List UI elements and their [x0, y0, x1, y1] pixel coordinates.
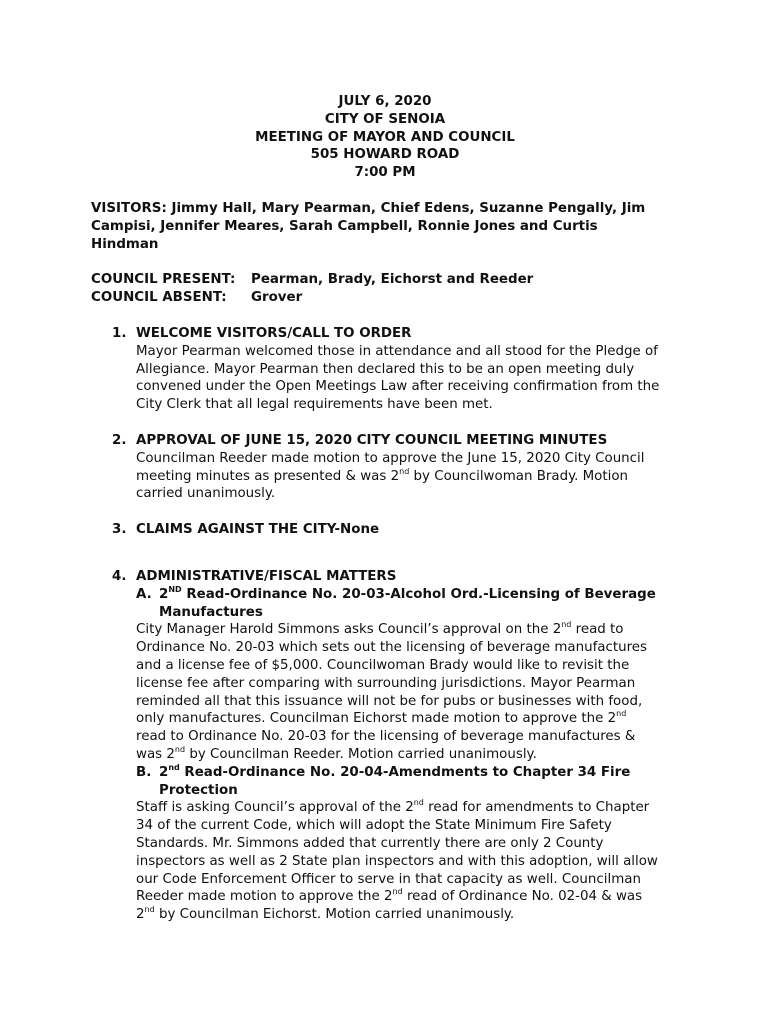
visitors-line: Hindman: [91, 236, 159, 252]
agenda-item-welcome: [112, 325, 692, 414]
visitors-section: [91, 200, 691, 253]
body-line: City Clerk that all legal requirements have been met.: [136, 397, 493, 413]
agenda-item-minutes: [112, 432, 692, 503]
agenda-item-number: 2.: [112, 433, 127, 448]
body-line: license fee after comparing with surrounding jurisdictions. Mayor Pearman: [136, 675, 636, 691]
council-present-value: Pearman, Brady, Eichorst and Reeder: [251, 272, 534, 287]
body-line: read to Ordinance No. 20-03 for the licensing of beverage manufactures &: [136, 729, 636, 745]
superscript: ND: [168, 584, 182, 594]
sub-item-ordinance-20-03: [136, 586, 692, 764]
sub-item-body: [136, 621, 692, 763]
body-line: Allegiance. Mayor Pearman then declared this to be an open meeting duly: [136, 361, 635, 377]
council-absent-value: Grover: [251, 289, 303, 305]
agenda-item-body: [136, 450, 692, 503]
title-text: 2: [159, 764, 169, 780]
body-line: [136, 621, 692, 639]
body-line: carried unanimously.: [136, 486, 276, 502]
meeting-time: 7:00 PM: [354, 165, 416, 181]
body-line: 34 of the current Code, which will adopt the State Minimum Fire Safety: [136, 818, 612, 834]
body-line: reminded all that this issuance will not be for pubs or businesses with food,: [136, 693, 643, 709]
body-line: [136, 710, 692, 728]
body-text: by Councilman Reeder. Motion carried unanimously.: [185, 746, 537, 762]
body-text: read of Ordinance No. 02-04 & was: [402, 889, 643, 905]
superscript: nd: [561, 620, 572, 630]
superscript: nd: [174, 744, 186, 754]
agenda-item-number: 4.: [112, 569, 127, 584]
superscript: nd: [392, 887, 403, 897]
body-line: our Code Enforcement Officer to serve in that capacity as well. Councilman: [136, 871, 641, 887]
body-text: by Councilwoman Brady. Motion: [409, 468, 629, 484]
superscript: nd: [144, 905, 155, 915]
title-line: Protection: [159, 782, 238, 798]
title-text: Read-Ordinance No. 20-04-Amendments to Chapter 34 Fire: [179, 764, 631, 780]
superscript: nd: [413, 798, 424, 808]
superscript: nd: [616, 709, 627, 719]
agenda-item-title: CLAIMS AGAINST THE CITY-None: [136, 522, 380, 537]
title-line: [159, 586, 692, 604]
title-text: Read-Ordinance No. 20-03-Alcohol Ord.-Licensing of Beverage: [181, 586, 656, 602]
body-text: meeting minutes as presented & was 2: [136, 468, 400, 484]
body-line: and a license fee of $5,000. Councilwoman Brady would like to revisit the: [136, 657, 630, 673]
body-line: Ordinance No. 20-03 which sets out the licensing of beverage manufactures: [136, 640, 648, 656]
council-attendance: [91, 271, 691, 307]
body-text: was 2: [136, 746, 175, 762]
body-text: Reeder made motion to approve the 2: [136, 889, 393, 905]
council-absent-label: COUNCIL ABSENT:: [91, 289, 227, 305]
agenda-item-title: APPROVAL OF JUNE 15, 2020 CITY COUNCIL MEETING MINUTES: [136, 433, 608, 448]
superscript: nd: [399, 466, 410, 476]
agenda-item-number: 1.: [112, 326, 127, 341]
agenda-item-body: [136, 343, 692, 414]
body-line: Mayor Pearman welcomed those in attendance and all stood for the Pledge of: [136, 343, 658, 359]
agenda-item-claims: [112, 521, 692, 539]
council-present-row: [91, 271, 691, 289]
sub-item-body: [136, 799, 692, 924]
body-line: [136, 906, 692, 924]
body-line: Standards. Mr. Simmons added that currently there are only 2 County: [136, 835, 604, 851]
title-text: 2: [159, 586, 169, 602]
agenda-item-administrative: [112, 568, 692, 924]
sub-item-letter: B.: [136, 764, 152, 780]
meeting-title: MEETING OF MAYOR AND COUNCIL: [255, 129, 515, 145]
body-text: by Councilman Eichorst. Motion carried unanimously.: [154, 907, 515, 923]
body-line: convened under the Open Meetings Law after receiving confirmation from the: [136, 379, 660, 395]
council-absent-row: [91, 289, 691, 307]
body-line: [136, 888, 692, 906]
body-line: [136, 746, 692, 764]
superscript: nd: [168, 762, 180, 772]
agenda-item-number: 3.: [112, 522, 127, 537]
city-name: CITY OF SENOIA: [324, 111, 446, 127]
visitors-line: VISITORS: Jimmy Hall, Mary Pearman, Chief Edens, Suzanne Pengally, Jim: [91, 201, 646, 216]
title-line: Manufactures: [159, 604, 263, 620]
title-line: [159, 764, 692, 782]
body-text: Staff is asking Council’s approval of the 2: [136, 800, 414, 816]
body-text: City Manager Harold Simmons asks Council’s approval on the 2: [136, 622, 562, 638]
body-line: [136, 468, 692, 486]
body-line: Councilman Reeder made motion to approve the June 15, 2020 City Council: [136, 450, 645, 466]
body-line: inspectors as well as 2 State plan inspectors and with this adoption, will allow: [136, 853, 658, 869]
sub-item-title: [159, 586, 692, 622]
body-text: only manufactures. Councilman Eichorst made motion to approve the 2: [136, 711, 617, 727]
sub-item-letter: A.: [136, 586, 152, 602]
meeting-address: 505 HOWARD ROAD: [310, 147, 460, 163]
body-line: [136, 799, 692, 817]
sub-item-ordinance-20-04: [136, 764, 692, 924]
meeting-date: JULY 6, 2020: [338, 94, 432, 109]
body-text: read to: [571, 622, 624, 638]
body-text: read for amendments to Chapter: [423, 800, 650, 816]
body-text: 2: [136, 907, 145, 923]
meeting-header: [0, 93, 770, 182]
council-present-label: COUNCIL PRESENT:: [91, 272, 236, 287]
visitors-line: Campisi, Jennifer Meares, Sarah Campbell, Ronnie Jones and Curtis: [91, 218, 598, 234]
agenda-item-title: WELCOME VISITORS/CALL TO ORDER: [136, 326, 412, 341]
agenda-item-title: ADMINISTRATIVE/FISCAL MATTERS: [136, 569, 397, 584]
sub-item-title: [159, 764, 692, 800]
